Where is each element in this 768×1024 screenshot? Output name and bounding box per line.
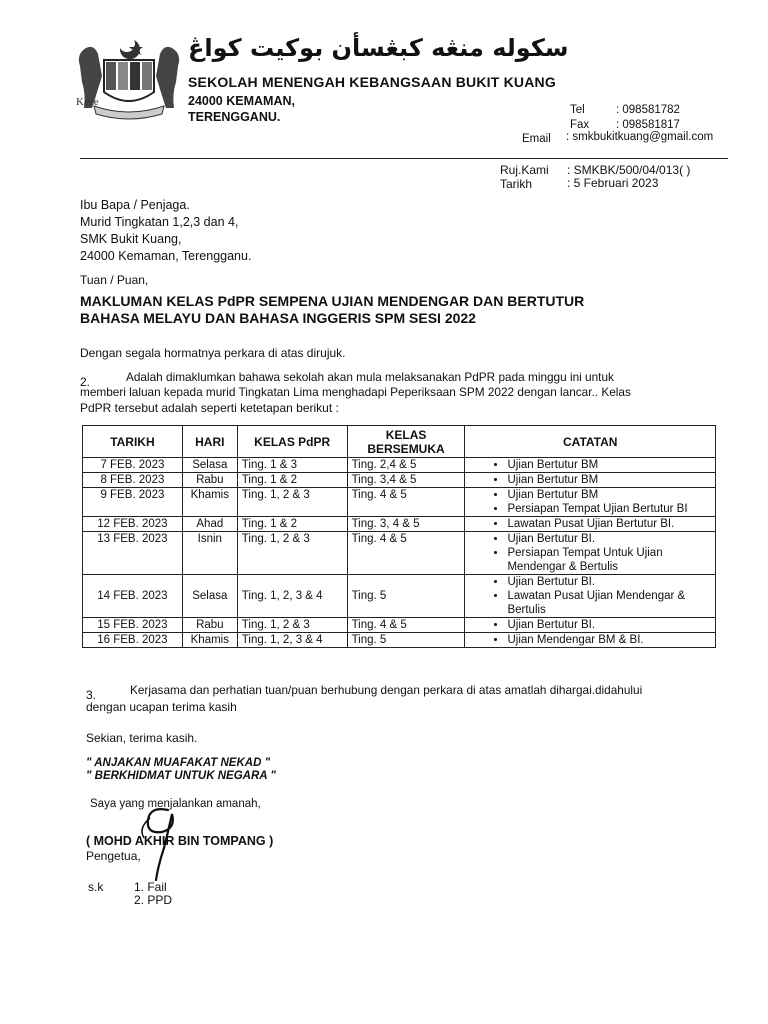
- closing-text: Sekian, terima kasih.: [86, 731, 198, 745]
- cell-catatan: [465, 517, 716, 532]
- header-kelas-pdpr: KELAS PdPR: [237, 426, 347, 458]
- cell-hari: Khamis: [182, 488, 237, 517]
- cell-kelas-pdpr: Ting. 1, 2 & 3: [237, 618, 347, 633]
- cell-kelas-bersemuka: Ting. 3, 4 & 5: [347, 517, 465, 532]
- cell-tarikh: 14 FEB. 2023: [83, 575, 183, 618]
- cell-catatan: [465, 618, 716, 633]
- tel-label: Tel: [570, 104, 585, 116]
- catatan-item: • Ujian Bertutur BM: [507, 473, 711, 487]
- recipient-line-1: Ibu Bapa / Penjaga.: [80, 198, 190, 212]
- cell-catatan: [465, 532, 716, 575]
- catatan-item: • Lawatan Pusat Ujian Mendengar & Bertulis: [507, 589, 711, 617]
- table-row: [83, 458, 716, 473]
- signatory-name: ( MOHD AKHIR BIN TOMPANG ): [86, 834, 274, 848]
- cell-kelas-bersemuka: Ting. 3,4 & 5: [347, 473, 465, 488]
- cc-label: s.k: [88, 880, 104, 894]
- paragraph-3-number: 3.: [86, 688, 97, 702]
- reference-label: Ruj.Kami: [500, 163, 549, 177]
- cell-catatan: [465, 575, 716, 618]
- cell-tarikh: 16 FEB. 2023: [83, 633, 183, 648]
- reference-value: : SMKBK/500/04/013( ): [567, 163, 691, 177]
- recipient-block: [80, 197, 251, 265]
- catatan-item: • Ujian Bertutur BM: [507, 488, 711, 502]
- cell-hari: Ahad: [182, 517, 237, 532]
- school-name-jawi: سکوله منڠه کبڠسأن بوکيت کواڠ: [188, 34, 569, 62]
- cell-hari: Selasa: [182, 458, 237, 473]
- cell-hari: Selasa: [182, 575, 237, 618]
- cell-hari: Rabu: [182, 618, 237, 633]
- motto-line-1: " ANJAKAN MUAFAKAT NEKAD ": [86, 757, 271, 769]
- address-line-2: TERENGGANU.: [188, 110, 281, 124]
- table-row: [83, 575, 716, 618]
- paragraph-2-line-2: memberi laluan kepada murid Tingkatan Lima menghadapi Peperiksaan SPM 2022 dengan lancar.. Kelas: [80, 385, 631, 399]
- cell-hari: Rabu: [182, 473, 237, 488]
- cell-kelas-pdpr: Ting. 1 & 3: [237, 458, 347, 473]
- cc-item-2: 2. PPD: [134, 893, 173, 907]
- table-row: [83, 618, 716, 633]
- signatory-position: Pengetua,: [86, 849, 141, 863]
- cell-tarikh: 13 FEB. 2023: [83, 532, 183, 575]
- catatan-item: • Persiapan Tempat Untuk Ujian Mendengar & Bertulis: [507, 546, 711, 574]
- email-label: Email: [522, 133, 551, 145]
- title-line-1: MAKLUMAN KELAS PdPR SEMPENA UJIAN MENDENGAR DAN BERTUTUR: [80, 293, 585, 309]
- letterhead-divider: [80, 158, 728, 159]
- catatan-item: • Ujian Bertutur BM: [507, 458, 711, 472]
- catatan-item: • Ujian Mendengar BM & BI.: [507, 633, 711, 647]
- table-row: [83, 517, 716, 532]
- cell-kelas-bersemuka: Ting. 5: [347, 575, 465, 618]
- cell-kelas-pdpr: Ting. 1, 2, 3 & 4: [237, 575, 347, 618]
- paragraph-2-number: 2.: [80, 375, 91, 389]
- school-name: SEKOLAH MENENGAH KEBANGSAAN BUKIT KUANG: [188, 74, 556, 90]
- cell-tarikh: 9 FEB. 2023: [83, 488, 183, 517]
- fax-value: : 098581817: [616, 119, 680, 131]
- trust-statement: Saya yang menjalankan amanah,: [90, 798, 261, 810]
- cell-catatan: [465, 458, 716, 473]
- cell-kelas-pdpr: Ting. 1, 2, 3 & 4: [237, 633, 347, 648]
- cell-kelas-pdpr: Ting. 1 & 2: [237, 517, 347, 532]
- tel-value: : 098581782: [616, 104, 680, 116]
- date-value: : 5 Februari 2023: [567, 176, 659, 190]
- recipient-line-3: SMK Bukit Kuang,: [80, 232, 182, 246]
- cell-tarikh: 7 FEB. 2023: [83, 458, 183, 473]
- letter-title: [80, 293, 720, 327]
- catatan-item: • Ujian Bertutur BI.: [507, 532, 711, 546]
- header-tarikh: TARIKH: [83, 426, 183, 458]
- catatan-item: • Ujian Bertutur BI.: [507, 618, 711, 632]
- catatan-item: • Persiapan Tempat Ujian Bertutur BI: [507, 502, 711, 516]
- table-row: [83, 473, 716, 488]
- table-header-row: [83, 426, 716, 458]
- table-row: [83, 488, 716, 517]
- paragraph-3-line-1: Kerjasama dan perhatian tuan/puan berhubung dengan perkara di atas amatlah dihargai.didahului: [130, 683, 643, 697]
- logo-caption: Kece: [76, 96, 99, 108]
- cell-catatan: [465, 488, 716, 517]
- catatan-item: • Lawatan Pusat Ujian Bertutur BI.: [507, 517, 711, 531]
- cell-kelas-bersemuka: Ting. 4 & 5: [347, 532, 465, 575]
- cell-kelas-pdpr: Ting. 1, 2 & 3: [237, 532, 347, 575]
- table-row: [83, 633, 716, 648]
- table-row: [83, 532, 716, 575]
- cell-kelas-bersemuka: Ting. 4 & 5: [347, 488, 465, 517]
- paragraph-3-line-2: dengan ucapan terima kasih: [86, 700, 237, 714]
- paragraph-2-line-1: Adalah dimaklumkan bahawa sekolah akan mula melaksanakan PdPR pada minggu ini untuk: [126, 370, 614, 384]
- cell-catatan: [465, 473, 716, 488]
- recipient-line-2: Murid Tingkatan 1,2,3 dan 4,: [80, 215, 239, 229]
- cell-hari: Isnin: [182, 532, 237, 575]
- date-label: Tarikh: [500, 177, 533, 191]
- recipient-line-4: 24000 Kemaman, Terengganu.: [80, 249, 252, 263]
- address-line-1: 24000 KEMAMAN,: [188, 94, 295, 108]
- cell-hari: Khamis: [182, 633, 237, 648]
- cell-kelas-pdpr: Ting. 1 & 2: [237, 473, 347, 488]
- email-value: : smkbukitkuang@gmail.com: [566, 131, 714, 143]
- salutation: Tuan / Puan,: [80, 273, 149, 287]
- intro-paragraph: Dengan segala hormatnya perkara di atas dirujuk.: [80, 346, 346, 360]
- header-catatan: CATATAN: [465, 426, 716, 458]
- header-hari: HARI: [182, 426, 237, 458]
- cell-kelas-bersemuka: Ting. 4 & 5: [347, 618, 465, 633]
- cell-catatan: [465, 633, 716, 648]
- cell-kelas-bersemuka: Ting. 2,4 & 5: [347, 458, 465, 473]
- cell-tarikh: 12 FEB. 2023: [83, 517, 183, 532]
- title-line-2: BAHASA MELAYU DAN BAHASA INGGERIS SPM SESI 2022: [80, 310, 476, 326]
- cell-tarikh: 15 FEB. 2023: [83, 618, 183, 633]
- header-kelas-bersemuka: KELAS BERSEMUKA: [347, 426, 465, 458]
- cell-kelas-bersemuka: Ting. 5: [347, 633, 465, 648]
- fax-label: Fax: [570, 119, 590, 131]
- paragraph-2-line-3: PdPR tersebut adalah seperti ketetapan berikut :: [80, 401, 339, 415]
- cc-item-1: 1. Fail: [134, 880, 167, 894]
- motto-line-2: " BERKHIDMAT UNTUK NEGARA ": [86, 770, 276, 782]
- cell-kelas-pdpr: Ting. 1, 2 & 3: [237, 488, 347, 517]
- cell-tarikh: 8 FEB. 2023: [83, 473, 183, 488]
- catatan-item: • Ujian Bertutur BI.: [507, 575, 711, 589]
- schedule-table: [82, 425, 716, 648]
